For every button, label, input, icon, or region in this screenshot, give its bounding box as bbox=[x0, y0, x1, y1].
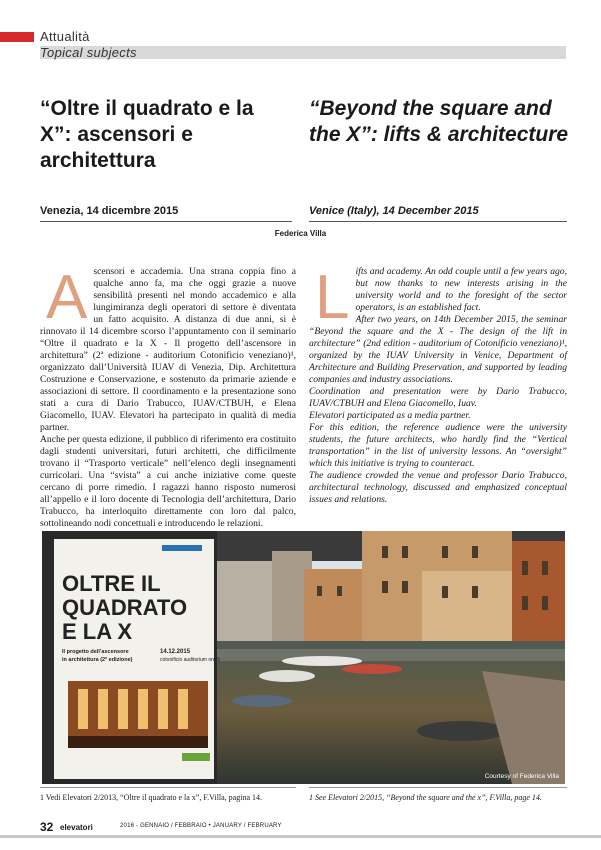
poster-title-line1: OLTRE IL bbox=[62, 571, 161, 596]
footer-rule bbox=[0, 835, 601, 838]
dateline-it: Venezia, 14 dicembre 2015 bbox=[40, 205, 179, 217]
dateline-rule-en bbox=[309, 221, 567, 222]
section-title-en: Topical subjects bbox=[40, 45, 137, 60]
footnote-en: 1 See Elevatori 2/2015, “Beyond the square and the x”, F.Villa, page 14. bbox=[309, 793, 542, 802]
section-header bbox=[0, 29, 601, 65]
poster-title-line2: QUADRATO bbox=[62, 595, 188, 620]
body-paragraph-en: Elevatori participated as a media partner. bbox=[309, 410, 471, 421]
body-paragraph-en: The audience crowded the venue and professor Dario Trabucco, architectural technology, discussed and emphasized conceptual issues and relations. bbox=[309, 470, 567, 505]
magazine-name: elevatori bbox=[60, 823, 93, 832]
body-paragraph-en: Coordination and presentation were by Dario Trabucco, IUAV/CTBUH and Elena Giacomello, Iuav. bbox=[309, 386, 567, 409]
issue-info: 2016 - GENNAIO / FEBBRAIO • JANUARY / FEBRUARY bbox=[120, 823, 282, 829]
body-paragraph-en: ifts and academy. An odd couple until a few years ago, but now thanks to new interests arising in the university world and to the foresight of the sector operators, is an established fact. bbox=[355, 266, 567, 313]
section-title-it: Attualità bbox=[40, 29, 90, 44]
footnote-it: 1 Vedi Elevatori 2/2013, “Oltre il quadrato e la x”, F.Villa, pagina 14. bbox=[40, 793, 263, 802]
poster-subtitle: Il progetto dell’ascensore bbox=[62, 649, 129, 655]
poster-title-line3: E LA X bbox=[62, 619, 133, 644]
dateline-en: Venice (Italy), 14 December 2015 bbox=[309, 205, 479, 217]
page-number: 32 bbox=[40, 820, 54, 834]
footnote-rule-en bbox=[309, 787, 567, 788]
poster-date: 14.12.2015 bbox=[160, 649, 191, 655]
footnote-rule-it bbox=[40, 787, 296, 788]
body-paragraph-en: For this edition, the reference audience were the university students, the future architects, who hardly find the “Vertical transportation” in the list of university lessons. An “oversight” which this initiative is trying to counteract. bbox=[309, 422, 567, 469]
headline-it: “Oltre il quadrato e la X”: ascensori e architettura bbox=[40, 97, 254, 172]
body-paragraph-en: After two years, on 14th December 2015, the seminar “Beyond the square and the X - The design of the lift in architecture” (2nd edition - auditorium of Cotonificio veneziano)¹, organized by the IUAV University in Venice, Department of Architecture and Building Preservation, and supported by leading companies and industry associations. bbox=[309, 314, 567, 385]
body-paragraph-it: scensori e accademia. Una strana coppia fino a qualche anno fa, ma che oggi grazie a nuove sensibilità presenti nel mondo accademico e alla lungimiranza degli operatori di settore è diventata un fatto acquisito. A distanza di due anni, si è rinnovato il 14 dicembre scorso l’appuntamento con il seminario “Oltre il quadrato e la X - Il progetto dell’ascensore in architettura” (2ª edizione - auditorium Cotonificio veneziano)¹, organizzato dall’Università IUAV di Venezia, Dip. Architettura Costruzione e Conservazione, e sostenuto da primarie aziende e associazioni di settore. Il coordinamento e la presentazione sono stati a cura di Dario Trabucco, IUAV/CTBUH, e Elena Giacomello, IUAV. Elevatori ha partecipato in qualità di media partner. bbox=[40, 266, 296, 433]
photo-credit: Courtesy of Federica Villa bbox=[484, 773, 559, 780]
page-footer bbox=[0, 820, 601, 834]
dropcap-it: A bbox=[46, 263, 88, 332]
dateline-rule-it bbox=[40, 221, 292, 222]
headline-en: “Beyond the square and the X”: lifts & architecture bbox=[309, 97, 569, 146]
venice-canal-photo bbox=[42, 531, 565, 784]
body-column-it bbox=[40, 263, 296, 530]
body-paragraph-it: Anche per questa edizione, il pubblico di riferimento era costituito dagli studenti universitari, futuri architetti, che difficilmente trovano il “Trasporto verticale” nell’elenco degli insegnamenti curricolari. Una “svista” a cui anche iniziative come queste cercano di porre rimedio. I ragazzi hanno risposto numerosi all’appello e il loro docente di Tecnologia dell’architettura, Dario Trabucco, ha interloquito direttamente con loro dal palco, sottolineando nodi concettuali e introducendo le relazioni. bbox=[40, 434, 296, 529]
dropcap-en: L bbox=[315, 263, 350, 332]
poster-venue: cotonificio auditorium ore 9 bbox=[160, 657, 220, 663]
section-marker bbox=[0, 32, 34, 42]
body-column-en bbox=[309, 263, 567, 506]
svg-text:in architettura (2ª edizione): in architettura (2ª edizione) bbox=[62, 657, 133, 663]
photo-illustration bbox=[42, 531, 565, 784]
author-byline: Federica Villa bbox=[274, 229, 327, 238]
